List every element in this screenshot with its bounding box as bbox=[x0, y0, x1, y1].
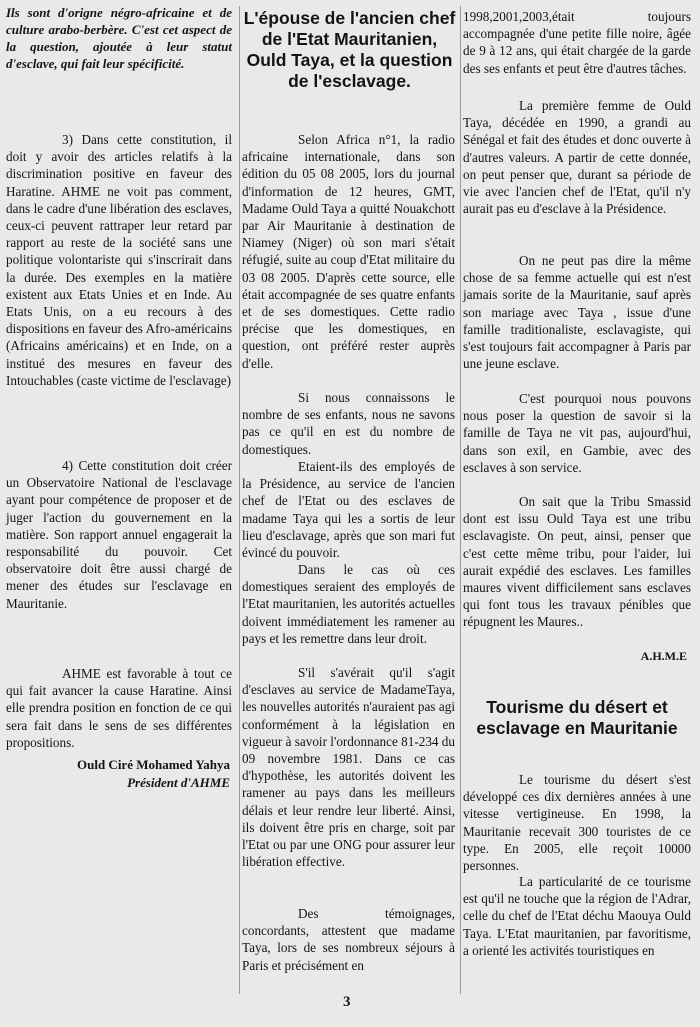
article-paragraph: Selon Africa n°1, la radio africaine internationale, dans son édition du 05 08 2005, lors du journal d'information de 12 heures, GMT, Madame Ould Taya a quitté Nouakchott par Air Mauritanie à destination de Niamey (Niger) où son mari s'était réfugié, suite au coup d'Etat militaire du 03 08 2005. D'après cette source, elle était accompagnée de ses quatre enfants et de ses domestiques. Cette radio précise que les domestiques, en question, ont préféré rester auprès d'elle. bbox=[242, 132, 455, 371]
signature-role: Président d'AHME bbox=[127, 775, 230, 790]
article-paragraph: Le tourisme du désert s'est développé ces dix dernières années à une vitesse vertigineuse. En 1998, la Mauritanie recevait 300 touristes de ce type. En 2005, elle reçoit 10000 personnes. bbox=[463, 772, 691, 874]
column-divider bbox=[460, 6, 461, 994]
article-paragraph: Des témoignages, concordants, attestent que madame Taya, lors de ses nombreux séjours à Paris et précisément en bbox=[242, 906, 455, 973]
article-paragraph: On ne peut pas dire la même chose de sa femme actuelle qui est n'est jamais sorite de la Mauritanie, sauf après son mariage avec Taya , issue d'une famille traditionaliste, esclavagiste, qui s'est toujours fait accompagner à Paris par une jeune esclave. bbox=[463, 253, 691, 372]
paragraph-ahme-position: AHME est favorable à tout ce qui fait avancer la cause Haratine. Ainsi elle prendra position en fonction de ce qui sera fait dans le sens de ses différentes propositions. bbox=[6, 666, 232, 750]
article-paragraph: La particularité de ce tourisme est qu'il ne touche que la région de l'Adrar, celle du chef de l'Etat déchu Maouya Ould Taya. L'Etat mauritanien, par favoritisme, a orienté les activités touristiques en bbox=[463, 874, 691, 958]
article-title-wife: L'épouse de l'ancien chef de l'Etat Mauritanien, Ould Taya, et la question de l'esclavage. bbox=[243, 8, 456, 91]
article-title-tourism: Tourisme du désert et esclavage en Mauritanie bbox=[476, 697, 678, 738]
signature-name: Ould Ciré Mohamed Yahya bbox=[77, 757, 230, 772]
article-paragraph: C'est pourquoi nous pouvons nous poser la question de savoir si la famille de Taya ne vit pas, aujourd'hui, dans son exil, en Gambie, avec des esclaves à son service. bbox=[463, 391, 691, 475]
article-paragraph: La première femme de Ould Taya, décédée en 1990, a grandi au Sénégal et fait des études et donc ouverte à d'autres valeurs. A partir de cette donnée, on peut penser que, durant sa période de vie avec l'ancien chef de l'Etat, qu'il n'y aurait pas eu d'esclave à la Présidence. bbox=[463, 98, 691, 217]
page-number: 3 bbox=[343, 994, 351, 1010]
paragraph-point-4: 4) Cette constitution doit créer un Observatoire National de l'esclavage ayant pour compétence de proposer et de juger l'action du gouvernement en la matière. Son rapport annuel engagerait la responsabilité du pouvoir. Cet observatoire doit être aussi chargé de mener des études sur l'esclavage en Mauritanie. bbox=[6, 458, 232, 611]
signature-ahme: A.H.M.E bbox=[640, 649, 687, 663]
paragraph-point-3: 3) Dans cette constitution, il doit y avoir des articles relatifs à la discrimination positive en faveur des Haratine. AHME ne voit pas comment, dans le cadre d'une libération des esclaves, ceux-ci peuvent rattraper leur retard par rapport au reste de la société sans une politique volontariste qui s'inscrirait dans la durée. Des exemples en la matière existent aux Etats Unies et en Inde. Au Etats Unis, on a eu recours à des dispositions en faveur des Afro-américains (Africains américains) et en Inde, on a institué des mesures en faveur des Intouchables (caste victime de l'esclavage) bbox=[6, 132, 232, 388]
column-divider bbox=[239, 6, 240, 994]
article-paragraph: 1998,2001,2003,était toujours accompagnée d'une petite fille noire, âgée de 9 à 12 ans, qui était chargée de la garde des ses enfants et peut être d'autres tâches. bbox=[463, 9, 691, 76]
article-paragraph: S'il s'avérait qu'il s'agit d'esclaves au service de MadameTaya, les nouvelles autorités n'auraient pas agi conformément à la législation en vigueur à savoir l'ordonnance 81-234 du 09 novembre 1981. Dans ce cas d'hypothèse, les autorités doivent les ramener au pays dans les meilleurs délais et leur rendre leur liberté. Ainsi, ils doivent être pris en charge, soit par l'Etat ou par une ONG pour assurer leur libération effective. bbox=[242, 665, 455, 870]
intro-paragraph: Ils sont d'origne négro-africaine et de culture arabo-berbère. C'est cet aspect de la question, ajoutée à leur statut d'esclave, qui fait leur spécificité. bbox=[6, 5, 232, 71]
article-paragraph: Si nous connaissons le nombre de ses enfants, nous ne savons pas ce qu'il en est du nombre de domestiques. bbox=[242, 390, 455, 457]
article-paragraph: Etaient-ils des employés de la Présidence, au service de l'ancien chef de l'Etat ou des esclaves de madame Taya qui les a sortis de leur lieu d'esclavage, après que son mari fut évincé du pouvoir. bbox=[242, 459, 455, 561]
article-paragraph: On sait que la Tribu Smassid dont est issu Ould Taya est une tribu esclavagiste. On peut, ainsi, penser que c'est cette même tribu, pour l'aider, lui aurait expédié des esclaves. Les familles maures vivent difficilement sans esclaves qui font tous les travaux pénibles que répugnent les Maures.. bbox=[463, 494, 691, 630]
article-paragraph: Dans le cas où ces domestiques seraient des employés de l'Etat mauritanien, les autorités actuelles doivent immédiatement les ramener au pays et les remettre dans leur droit. bbox=[242, 562, 455, 646]
